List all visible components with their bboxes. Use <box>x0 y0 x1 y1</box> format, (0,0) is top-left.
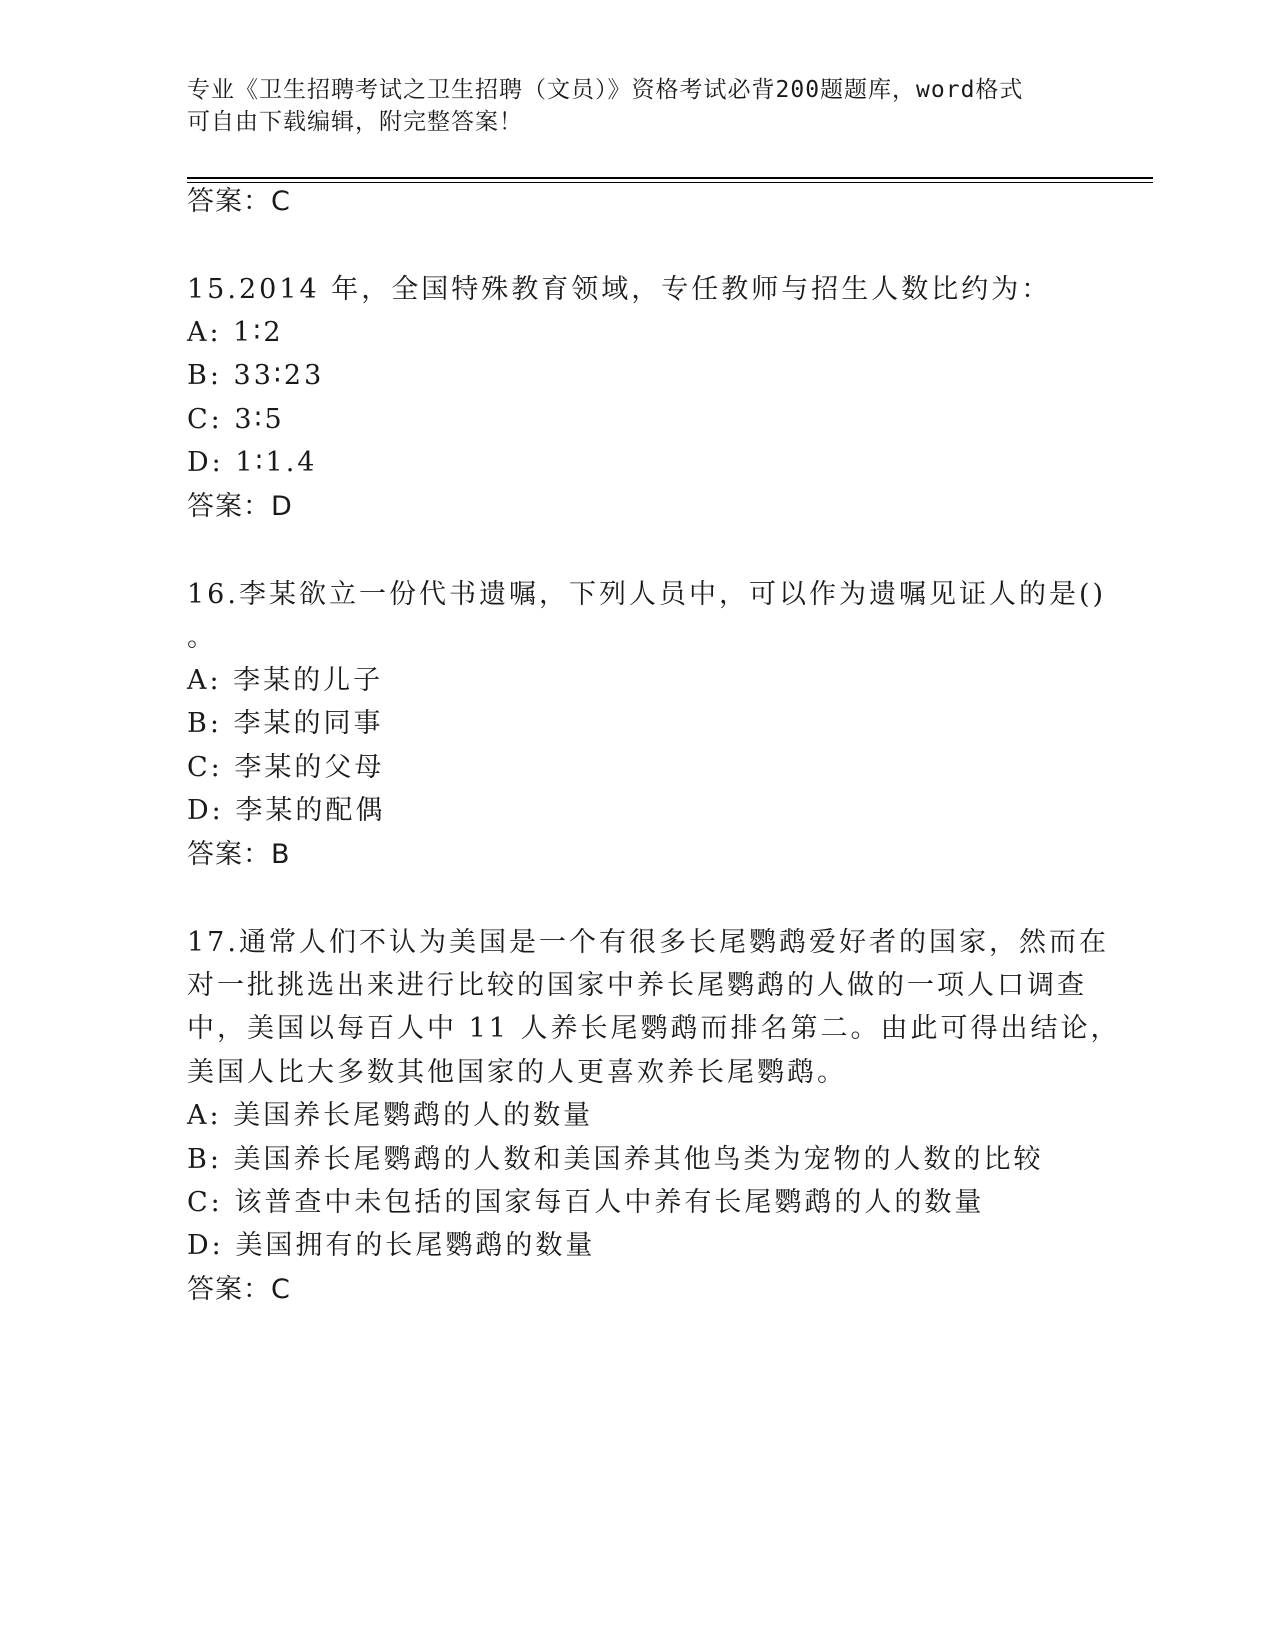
header-line-1: 专业《卫生招聘考试之卫生招聘（文员）》资格考试必背200题题库，word格式 <box>187 77 1024 103</box>
question-17-option-b: B: 美国养长尾鹦鹉的人数和美国养其他鸟类为宠物的人数的比较 <box>187 1144 1044 1175</box>
question-17-option-c: C: 该普查中未包括的国家每百人中养有长尾鹦鹉的人的数量 <box>187 1187 985 1218</box>
question-15-option-a: A: 1∶2 <box>187 317 284 348</box>
question-17-answer: 答案：C <box>187 1274 291 1305</box>
question-16-option-c: C: 李某的父母 <box>187 752 385 783</box>
question-16-stem-cont: 。 <box>187 622 217 653</box>
question-15-answer: 答案：D <box>187 491 293 522</box>
question-15-option-d: D: 1∶1.4 <box>187 447 318 478</box>
question-16-answer: 答案：B <box>187 839 291 870</box>
header-divider-thin <box>187 182 1153 183</box>
question-17-option-a: A: 美国养长尾鹦鹉的人的数量 <box>187 1100 594 1131</box>
question-17-stem-line-4: 美国人比大多数其他国家的人更喜欢养长尾鹦鹉。 <box>187 1057 847 1088</box>
question-17-option-d: D: 美国拥有的长尾鹦鹉的数量 <box>187 1230 596 1261</box>
document-header <box>187 74 1067 138</box>
question-15-option-c: C: 3∶5 <box>187 404 285 435</box>
question-17-stem-line-3: 中，美国以每百人中 11 人养长尾鹦鹉而排名第二。由此可得出结论， <box>187 1013 1121 1044</box>
question-15-stem: 15.2014 年，全国特殊教育领域，专任教师与招生人数比约为： <box>187 274 1052 305</box>
question-16-option-b: B: 李某的同事 <box>187 708 384 739</box>
header-divider <box>187 177 1153 179</box>
question-15-option-b: B: 33∶23 <box>187 360 325 391</box>
question-16-option-a: A: 李某的儿子 <box>187 665 384 696</box>
header-line-2: 可自由下载编辑，附完整答案！ <box>187 109 523 135</box>
previous-answer: 答案：C <box>187 186 291 217</box>
question-16-stem: 16.李某欲立一份代书遗嘱，下列人员中，可以作为遗嘱见证人的是() <box>187 579 1107 610</box>
question-16-option-d: D: 李某的配偶 <box>187 795 386 826</box>
question-17-stem-line-1: 17.通常人们不认为美国是一个有很多长尾鹦鹉爱好者的国家，然而在 <box>187 927 1109 958</box>
question-17-stem-line-2: 对一批挑选出来进行比较的国家中养长尾鹦鹉的人做的一项人口调查 <box>187 970 1087 1001</box>
